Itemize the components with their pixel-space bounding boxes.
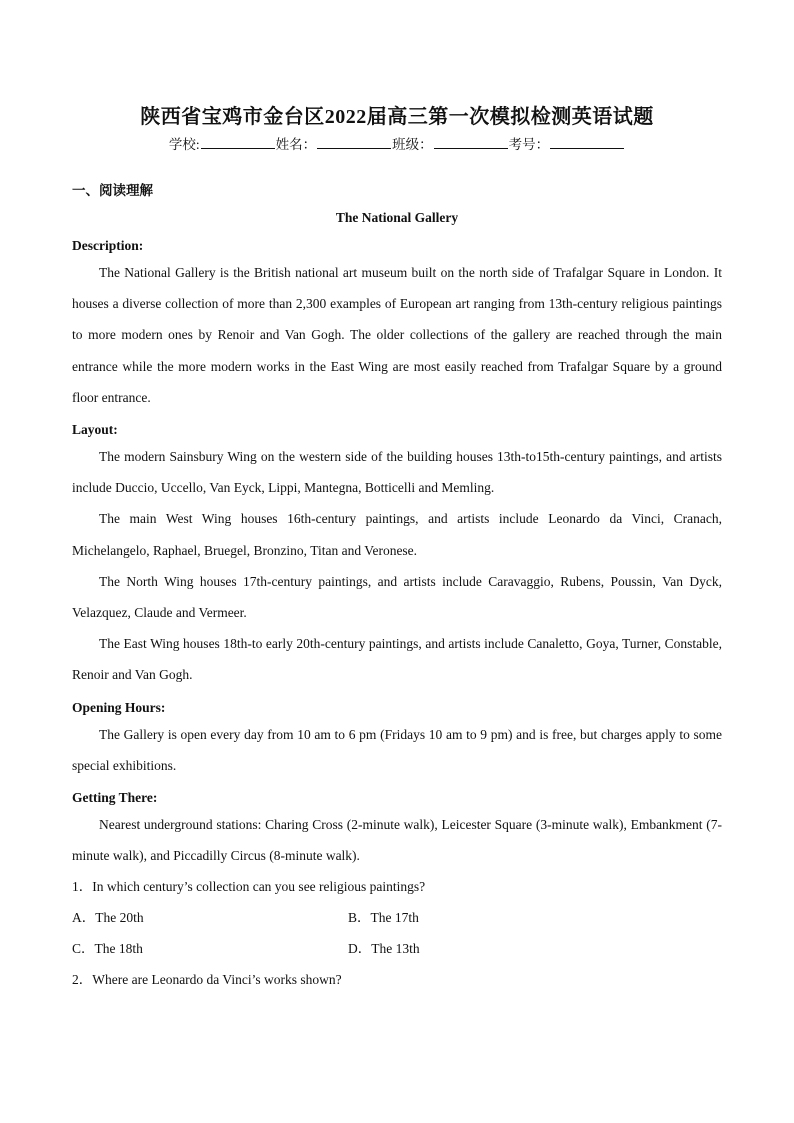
layout-paragraph-east: The East Wing houses 18th-to early 20th-century paintings, and artists include Canaletto, Goya, Turner, Constable, Renoir and Van Gogh. — [72, 636, 722, 683]
exam-number-blank — [550, 136, 624, 149]
class-blank — [434, 136, 508, 149]
school-label: 学校: — [168, 137, 200, 152]
question-1-options-row-1 — [72, 902, 722, 933]
description-paragraph: The National Gallery is the British national art museum built on the north side of Trafalgar Square in London. It houses a diverse collection of more than 2,300 examples of European art ranging from 13th-century religious paintings to more modern ones by Renoir and Van Gogh. The older collections of the gallery are reached through the main entrance while the more modern works in the East Wing are most easily reached from Trafalgar Square by a ground floor entrance. — [72, 265, 722, 405]
description-heading: Description: — [72, 238, 144, 253]
hours-heading: Opening Hours: — [72, 699, 166, 715]
hours-paragraph: The Gallery is open every day from 10 am to 6 pm (Fridays 10 am to 9 pm) and is free, but charges apply to some special exhibitions. — [72, 726, 722, 773]
option-b: B．The 17th — [348, 910, 419, 926]
school-blank — [201, 136, 275, 149]
question-2: 2．Where are Leonardo da Vinci’s works shown? — [72, 972, 342, 988]
student-info-line — [72, 134, 722, 156]
option-d: D．The 13th — [348, 941, 420, 957]
question-1: 1．In which century’s collection can you see religious paintings? — [72, 879, 426, 895]
layout-paragraph-sainsbury: The modern Sainsbury Wing on the western side of the building houses 13th-to15th-century paintings, and artists include Duccio, Uccello, Van Eyck, Lippi, Mantegna, Botticelli and Memling. — [72, 449, 722, 496]
name-label: 姓名： — [275, 137, 317, 152]
layout-paragraph-north: The North Wing houses 17th-century paintings, and artists include Caravaggio, Rubens, Poussin, Van Dyck, Velazquez, Claude and Vermeer. — [72, 573, 722, 621]
layout-paragraph-west: The main West Wing houses 16th-century paintings, and artists include Leonardo da Vinci, Cranach, Michelangelo, Raphael, Bruegel, Bronzino, Titan and Veronese. — [72, 511, 722, 558]
exam-number-label: 考号： — [508, 137, 550, 152]
exam-page — [72, 102, 722, 995]
name-blank — [317, 136, 391, 149]
class-label: 班级： — [392, 137, 433, 152]
option-c: C．The 18th — [72, 941, 143, 957]
layout-heading: Layout: — [72, 422, 118, 438]
option-a: A．The 20th — [72, 910, 144, 926]
getting-there-heading: Getting There: — [72, 790, 158, 806]
article-title: The National Gallery — [335, 210, 459, 225]
getting-there-paragraph: Nearest underground stations: Charing Cross (2-minute walk), Leicester Square (3-minute walk), Embankment (7-minute walk), and Piccadilly Circus (8-minute walk). — [72, 817, 722, 864]
question-1-options-row-2 — [72, 933, 722, 964]
section-heading: 一、阅读理解 — [72, 183, 153, 198]
exam-title: 陕西省宝鸡市金台区2022届高三第一次模拟检测英语试题 — [140, 106, 654, 128]
